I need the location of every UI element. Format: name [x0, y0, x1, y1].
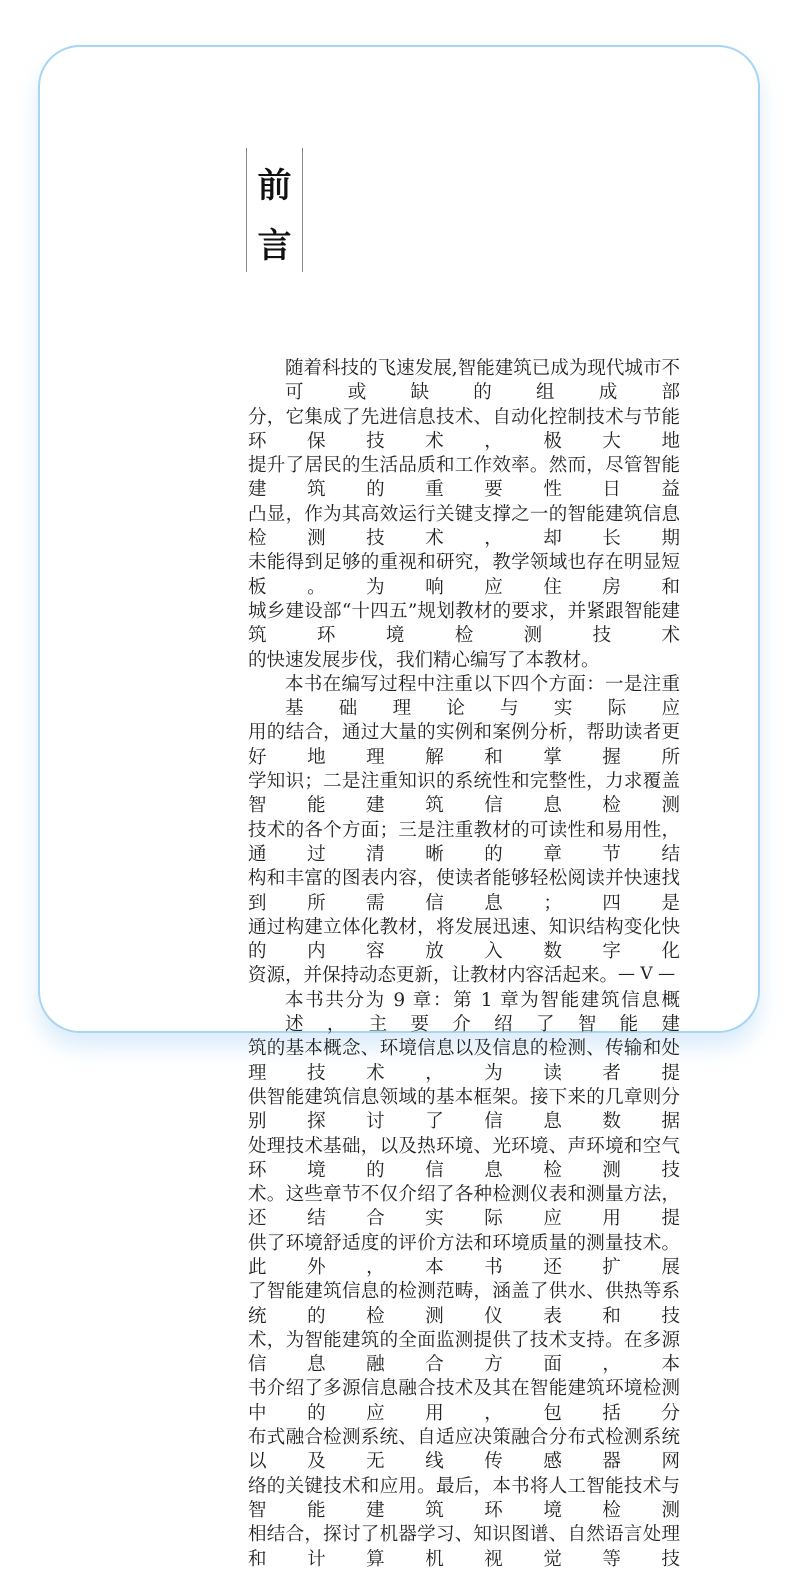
text-line: 未能得到足够的重视和研究，教学领域也存在明显短板。为响应住房和 [248, 552, 680, 598]
text-line: 本书在编写过程中注重以下四个方面：一是注重基础理论与实际应 [285, 673, 680, 720]
text-line: 技术的各个方面；三是注重教材的可读性和易用性，通过清晰的章节结 [248, 819, 680, 865]
text-line: 术。这些章节不仅介绍了各种检测仪表和测量方法，还结合实际应用提 [248, 1184, 680, 1230]
paragraph [248, 989, 680, 1572]
text-line: 处理技术基础，以及热环境、光环境、声环境和空气环境的信息检测技 [248, 1135, 680, 1181]
text-line: 络的关键技术和应用。最后，本书将人工智能技术与智能建筑环境检测 [248, 1475, 680, 1521]
paragraph [248, 673, 680, 989]
text-line: 提升了居民的生活品质和工作效率。然而，尽管智能建筑的重要性日益 [248, 455, 680, 501]
text-line: 供了环境舒适度的评价方法和环境质量的测量技术。此外，本书还扩展 [248, 1232, 680, 1278]
text-line: 供智能建筑信息领域的基本框架。接下来的几章则分别探讨了信息数据 [248, 1086, 680, 1133]
title-char: 前 [257, 166, 292, 206]
text-line: 随着科技的飞速发展,智能建筑已成为现代城市不可或缺的组成部 [285, 358, 680, 404]
preface-body [248, 357, 680, 1572]
text-line: 了智能建筑信息的检测范畴，涵盖了供水、供热等系统的检测仪表和技 [248, 1281, 680, 1327]
text-line: 通过构建立体化教材，将发展迅速、知识结构变化快的内容放入数字化 [248, 916, 680, 963]
text-line: 学知识；二是注重知识的系统性和完整性，力求覆盖智能建筑信息检测 [248, 771, 680, 817]
title-char: 言 [257, 226, 292, 266]
text-line: 布式融合检测系统、自适应决策融合分布式检测系统以及无线传感器网 [248, 1427, 680, 1473]
text-line: 资源，并保持动态更新，让教材内容活起来。 [248, 965, 619, 987]
section-title [246, 148, 303, 272]
text-line: 筑的基本概念、环境信息以及信息的检测、传输和处理技术，为读者提 [248, 1038, 680, 1084]
text-line: 相结合，探讨了机器学习、知识图谱、自然语言处理和计算机视觉等技 [248, 1524, 680, 1570]
text-line: 术，为智能建筑的全面监测提供了技术支持。在多源信息融合方面，本 [248, 1329, 680, 1376]
text-line: 书介绍了多源信息融合技术及其在智能建筑环境检测中的应用，包括分 [248, 1378, 680, 1424]
text-line: 分，它集成了先进信息技术、自动化控制技术与节能环保技术，极大地 [248, 406, 680, 452]
page-number: — V — [618, 964, 676, 984]
text-line: 的快速发展步伐，我们精心编写了本教材。 [248, 649, 600, 671]
text-line: 用的结合，通过大量的实例和案例分析，帮助读者更好地理解和掌握所 [248, 722, 680, 768]
text-line: 构和丰富的图表内容，使读者能够轻松阅读并快速找到所需信息；四是 [248, 868, 680, 914]
text-line: 凸显，作为其高效运行关键支撑之一的智能建筑信息检测技术，却长期 [248, 503, 680, 550]
paragraph [248, 357, 680, 673]
text-line: 城乡建设部“十四五”规划教材的要求，并紧跟智能建筑环境检测技术 [248, 600, 680, 647]
text-line: 本书共分为 9 章：第 1 章为智能建筑信息概述，主要介绍了智能建 [285, 989, 680, 1036]
